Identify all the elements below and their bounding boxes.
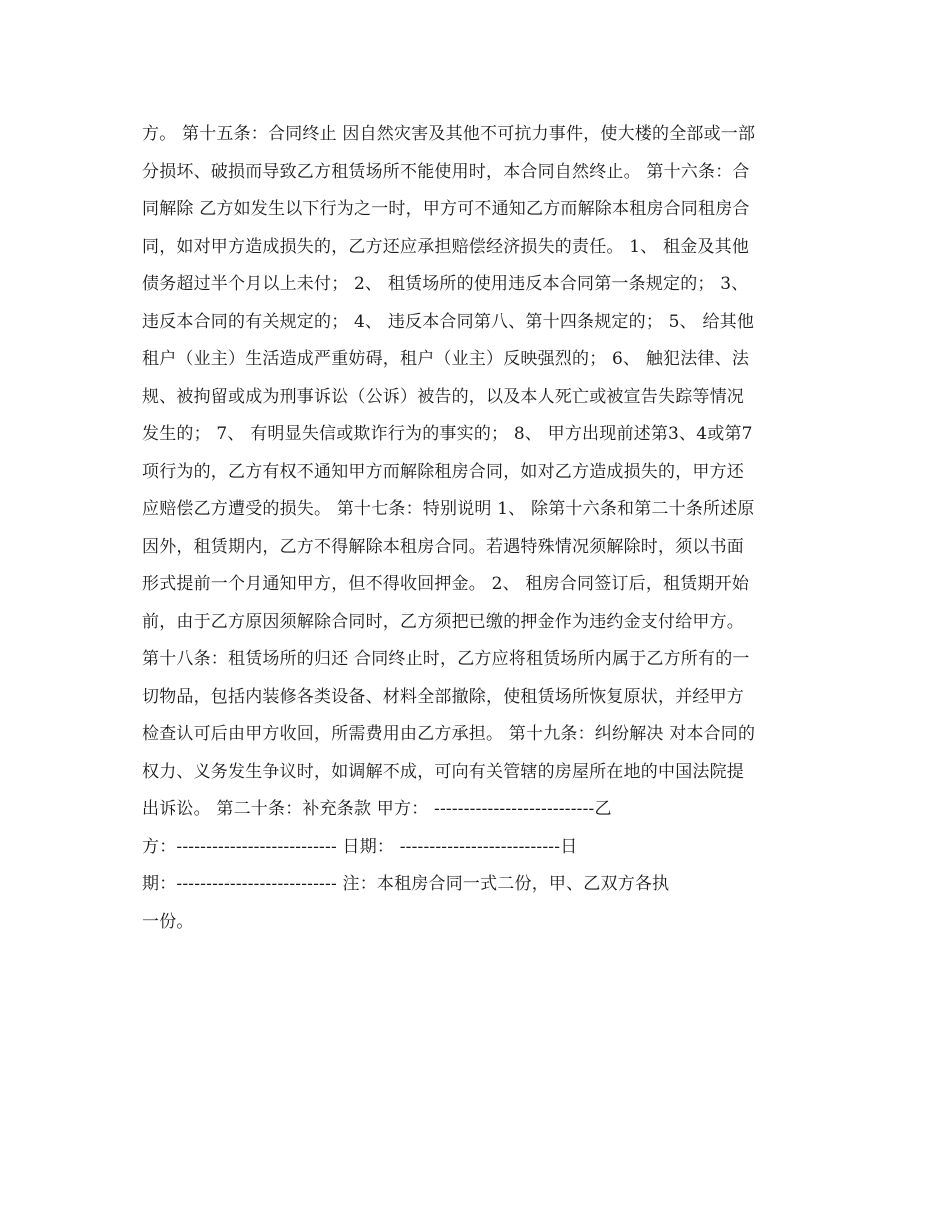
text-line: 一份。 (142, 911, 194, 932)
text-line: 违反本合同的有关规定的； 4、 违反本合同第八、第十四条规定的； 5、 给其他 (142, 311, 755, 332)
text-line: 切物品，包括内装修各类设备、材料全部撤除，使租赁场所恢复原状，并经甲方 (142, 686, 744, 707)
text-line: 方：--------------------------- 日期： ---------------------------日 (142, 836, 578, 857)
text-line: 方。 第十五条：合同终止 因自然灾害及其他不可抗力事件，使大楼的全部或一部 (142, 124, 756, 144)
text-line: 前，由于乙方原因须解除合同时，乙方须把已缴的押金作为违约金支付给甲方。 (142, 611, 744, 632)
text-line: 应赔偿乙方遭受的损失。 第十七条：特别说明 1、 除第十六条和第二十条所述原 (142, 499, 755, 519)
text-line: 发生的； 7、 有明显失信或欺诈行为的事实的； 8、 甲方出现前述第3、4或第7 (142, 424, 753, 444)
text-line: 分损坏、破损而导致乙方租赁场所不能使用时，本合同自然终止。 第十六条：合 (142, 161, 750, 182)
text-line: 因外，租赁期内，乙方不得解除本租房合同。若遇特殊情况须解除时，须以书面 (142, 536, 744, 557)
text-line: 同，如对甲方造成损失的，乙方还应承担赔偿经济损失的责任。 1、 租金及其他 (142, 236, 750, 257)
text-line: 权力、义务发生争议时，如调解不成，可向有关管辖的房屋所在地的中国法院提 (142, 761, 744, 782)
text-line: 第十八条：租赁场所的归还 合同终止时，乙方应将租赁场所内属于乙方所有的一 (142, 649, 750, 669)
text-line: 形式提前一个月通知甲方，但不得收回押金。 2、 租房合同签订后，租赁期开始 (142, 574, 750, 594)
text-line: 同解除 乙方如发生以下行为之一时，甲方可不通知乙方而解除本租房合同租房合 (142, 199, 750, 219)
text-line: 债务超过半个月以上未付； 2、 租赁场所的使用违反本合同第一条规定的； 3、 (142, 274, 749, 294)
contract-body-text (142, 116, 822, 941)
text-line: 项行为的，乙方有权不通知甲方而解除租房合同，如对乙方造成损失的，甲方还 (142, 461, 744, 482)
text-line: 检查认可后由甲方收回，所需费用由乙方承担。 第十九条：纠纷解决 对本合同的 (142, 724, 756, 744)
text-line: 规、被拘留或成为刑事诉讼（公诉）被告的，以及本人死亡或被宣告失踪等情况 (142, 386, 744, 407)
text-line: 租户（业主）生活造成严重妨碍，租户（业主）反映强烈的； 6、 触犯法律、法 (142, 349, 750, 369)
text-line: 出诉讼。 第二十条：补充条款 甲方： ---------------------------乙 (142, 799, 612, 819)
text-line: 期：--------------------------- 注：本租房合同一式二份，甲、乙双方各执 (142, 874, 670, 894)
